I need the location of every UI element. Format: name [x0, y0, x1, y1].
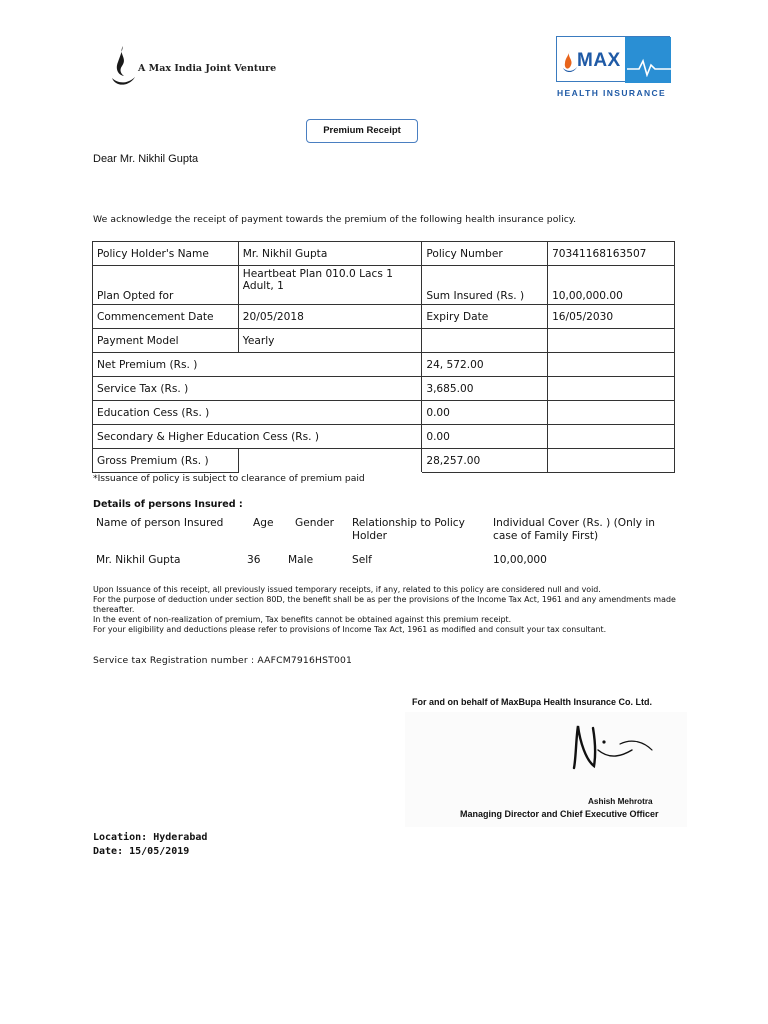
max-india-flame-icon — [108, 42, 138, 92]
sum-insured-label: Sum Insured (Rs. ) — [422, 266, 548, 305]
acknowledgement-text: We acknowledge the receipt of payment towards the premium of the following health insurance policy. — [93, 214, 577, 225]
payment-model-label: Payment Model — [93, 329, 239, 353]
table-row — [93, 329, 675, 353]
persons-section-title: Details of persons Insured : — [93, 499, 243, 510]
policy-holder-value: Mr. Nikhil Gupta — [238, 242, 422, 266]
clearance-note: *Issuance of policy is subject to clearance of premium paid — [93, 473, 365, 484]
education-cess-value: 0.00 — [422, 401, 548, 425]
policy-number-value: 70341168163507 — [548, 242, 675, 266]
plan-label: Plan Opted for — [93, 266, 239, 305]
table-row — [93, 377, 675, 401]
higher-education-cess-label: Secondary & Higher Education Cess (Rs. ) — [93, 425, 422, 449]
table-row — [93, 353, 675, 377]
service-tax-registration: Service tax Registration number : AAFCM7916HST001 — [93, 655, 353, 666]
terms-line: For the purpose of deduction under section 80D, the benefit shall be as per the provisions of the Income Tax Act, 1961 and any amendments made thereafter. — [93, 595, 676, 614]
max-flame-icon — [562, 51, 578, 73]
policy-number-label: Policy Number — [422, 242, 548, 266]
signature-image — [560, 720, 660, 775]
max-india-tagline: A Max India Joint Venture — [138, 63, 277, 74]
higher-education-cess-value: 0.00 — [422, 425, 548, 449]
max-bupa-logo — [556, 36, 720, 98]
empty-cell — [548, 425, 675, 449]
table-row — [93, 449, 675, 473]
insured-age: 36 — [247, 554, 261, 566]
policy-holder-label: Policy Holder's Name — [93, 242, 239, 266]
expiry-value: 16/05/2030 — [548, 305, 675, 329]
education-cess-label: Education Cess (Rs. ) — [93, 401, 422, 425]
empty-cell — [238, 449, 422, 473]
plan-value: Heartbeat Plan 010.0 Lacs 1 Adult, 1 — [238, 266, 422, 305]
gross-premium-label: Gross Premium (Rs. ) — [93, 449, 239, 473]
expiry-label: Expiry Date — [422, 305, 548, 329]
policy-table — [92, 241, 675, 473]
terms-line: In the event of non-realization of premium, Tax benefits cannot be obtained against this premium receipt. — [93, 615, 512, 624]
location-text: Location: Hyderabad — [93, 832, 208, 843]
table-row — [93, 305, 675, 329]
service-tax-label: Service Tax (Rs. ) — [93, 377, 422, 401]
insured-cover: 10,00,000 — [493, 554, 547, 566]
commencement-label: Commencement Date — [93, 305, 239, 329]
bupa-brand-text: Bupa — [695, 39, 720, 50]
empty-cell — [548, 401, 675, 425]
empty-cell — [548, 329, 675, 353]
persons-header-age: Age — [253, 517, 274, 529]
net-premium-label: Net Premium (Rs. ) — [93, 353, 422, 377]
insured-relationship: Self — [352, 554, 372, 566]
signer-name: Ashish Mehrotra — [588, 797, 653, 806]
table-row — [93, 242, 675, 266]
logo-frame — [556, 36, 720, 82]
insured-gender: Male — [288, 554, 314, 566]
table-row — [93, 266, 675, 305]
terms-line: Upon Issuance of this receipt, all previously issued temporary receipts, if any, related to this policy are considered null and void. — [93, 585, 601, 594]
sum-insured-value: 10,00,000.00 — [548, 266, 675, 305]
max-brand-text: MAX — [577, 50, 621, 71]
persons-header-relationship: Relationship to Policy Holder — [352, 517, 465, 542]
on-behalf-text: For and on behalf of MaxBupa Health Insurance Co. Ltd. — [412, 697, 653, 707]
net-premium-value: 24, 572.00 — [422, 353, 548, 377]
terms-line: For your eligibility and deductions please refer to provisions of Income Tax Act, 1961 as modified and consult your tax consultant. — [93, 625, 607, 634]
empty-cell — [548, 353, 675, 377]
gross-premium-value: 28,257.00 — [422, 449, 548, 473]
health-insurance-text: HEALTH INSURANCE — [557, 88, 667, 98]
empty-cell — [548, 449, 675, 473]
terms-block — [93, 585, 693, 635]
heartbeat-icon — [627, 57, 671, 77]
persons-header-cover: Individual Cover (Rs. ) (Only in case of Family First) — [493, 517, 656, 542]
table-row — [93, 425, 675, 449]
service-tax-value: 3,685.00 — [422, 377, 548, 401]
max-india-logo — [108, 42, 277, 92]
persons-header-gender: Gender — [295, 517, 335, 529]
insured-name: Mr. Nikhil Gupta — [96, 554, 181, 566]
commencement-value: 20/05/2018 — [238, 305, 422, 329]
table-row — [93, 401, 675, 425]
signer-title: Managing Director and Chief Executive Officer — [460, 809, 659, 819]
date-text: Date: 15/05/2019 — [93, 846, 190, 857]
payment-model-value: Yearly — [238, 329, 422, 353]
page-title: Premium Receipt — [306, 119, 418, 143]
persons-header-name: Name of person Insured — [96, 517, 224, 529]
salutation: Dear Mr. Nikhil Gupta — [93, 153, 199, 165]
empty-cell — [422, 329, 548, 353]
empty-cell — [548, 377, 675, 401]
